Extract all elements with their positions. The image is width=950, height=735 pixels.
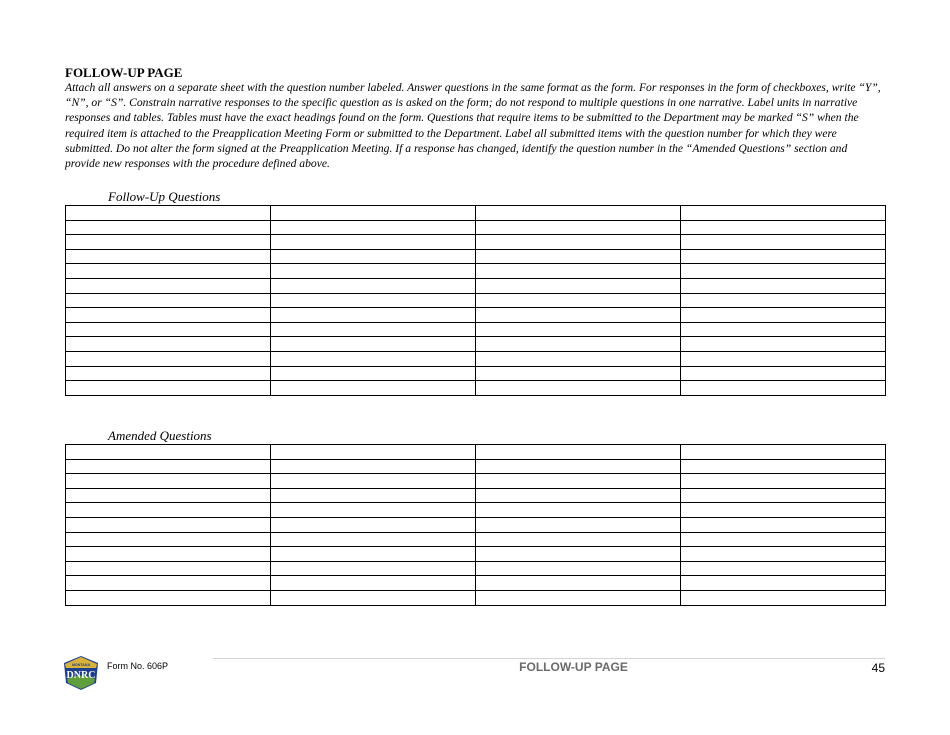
table-cell[interactable] [681,381,886,396]
table-cell[interactable] [271,351,476,366]
table-cell[interactable] [271,445,476,460]
table-row [66,351,886,366]
table-cell[interactable] [66,488,271,503]
table-cell[interactable] [271,220,476,235]
table-cell[interactable] [681,517,886,532]
table-cell[interactable] [66,561,271,576]
table-row [66,488,886,503]
table-row [66,503,886,518]
table-row [66,445,886,460]
table-cell[interactable] [681,459,886,474]
table-cell[interactable] [681,445,886,460]
table-cell[interactable] [476,381,681,396]
table-cell[interactable] [66,474,271,489]
table-cell[interactable] [66,445,271,460]
table-cell[interactable] [681,547,886,562]
table-cell[interactable] [476,220,681,235]
table-cell[interactable] [681,220,886,235]
follow-up-questions-table [65,205,886,396]
table-cell[interactable] [681,249,886,264]
table-row [66,264,886,279]
footer-divider [213,658,885,659]
table-cell[interactable] [271,308,476,323]
table-cell[interactable] [66,337,271,352]
table-cell[interactable] [66,322,271,337]
table-cell[interactable] [271,206,476,221]
footer-title: FOLLOW-UP PAGE [519,660,628,674]
table-cell[interactable] [271,590,476,605]
table-cell[interactable] [476,590,681,605]
table-cell[interactable] [681,474,886,489]
form-number: Form No. 606P [107,661,169,671]
table-cell[interactable] [271,576,476,591]
table-row [66,474,886,489]
table-cell[interactable] [476,517,681,532]
page-heading: FOLLOW-UP PAGE [65,65,183,80]
table-cell[interactable] [476,503,681,518]
table-cell[interactable] [681,308,886,323]
table-cell[interactable] [271,278,476,293]
table-cell[interactable] [681,322,886,337]
table-cell[interactable] [271,517,476,532]
table-cell[interactable] [476,235,681,250]
table-cell[interactable] [476,308,681,323]
table-cell[interactable] [66,206,271,221]
table-cell[interactable] [66,576,271,591]
table-row [66,206,886,221]
logo-text: DNRC [66,670,96,681]
table-cell[interactable] [681,293,886,308]
table-cell[interactable] [66,590,271,605]
amended-questions-table [65,444,886,606]
table-cell[interactable] [66,278,271,293]
table-cell[interactable] [681,366,886,381]
table-cell[interactable] [271,249,476,264]
table-row [66,517,886,532]
table-cell[interactable] [476,532,681,547]
table-cell[interactable] [476,278,681,293]
table-row [66,532,886,547]
table-cell[interactable] [271,561,476,576]
table-cell[interactable] [476,293,681,308]
table-cell[interactable] [476,249,681,264]
table-cell[interactable] [271,547,476,562]
table-cell[interactable] [66,459,271,474]
table-cell[interactable] [66,264,271,279]
follow-up-questions-caption: Follow-Up Questions [108,189,221,204]
table-row [66,293,886,308]
table-cell[interactable] [66,366,271,381]
table-cell[interactable] [66,503,271,518]
table-cell[interactable] [271,366,476,381]
table-cell[interactable] [476,366,681,381]
table-cell[interactable] [66,517,271,532]
table-cell[interactable] [476,351,681,366]
table-cell[interactable] [476,322,681,337]
table-cell[interactable] [476,206,681,221]
table-cell[interactable] [476,337,681,352]
table-cell[interactable] [681,532,886,547]
table-cell[interactable] [271,459,476,474]
table-cell[interactable] [681,278,886,293]
table-cell[interactable] [681,488,886,503]
table-row [66,576,886,591]
amended-questions-caption: Amended Questions [108,428,212,443]
table-row [66,381,886,396]
table-cell[interactable] [66,532,271,547]
table-cell[interactable] [681,206,886,221]
table-cell[interactable] [271,381,476,396]
table-row [66,366,886,381]
table-cell[interactable] [476,576,681,591]
table-cell[interactable] [66,249,271,264]
table-cell[interactable] [271,235,476,250]
table-row [66,278,886,293]
table-cell[interactable] [66,235,271,250]
instructions-paragraph: Attach all answers on a separate sheet with the question number labeled. Answer questions in the same format as the form. For responses in the form of checkboxes, write “Y”, “N”, or “S”. Constrain narrative responses to the specific question as is asked on the form; do not respond to multiple questions in one narrative. Label units in narrative responses and tables. Tables must have the exact headings found on the form. Questions that require items to be submitted to the Department may be marked “S” when the required item is attached to the Preapplication Meeting Form or submitted to the Department. Label all submitted items with the question number for which they were submitted. Do not alter the form signed at the Preapplication Meeting. If a response has changed, identify the question number in the “Amended Questions” section and provide new responses with the procedure defined above. [65,81,881,171]
table-cell[interactable] [681,235,886,250]
table-row [66,308,886,323]
table-cell[interactable] [271,488,476,503]
table-cell[interactable] [271,264,476,279]
table-cell[interactable] [681,503,886,518]
table-cell[interactable] [476,474,681,489]
table-cell[interactable] [271,474,476,489]
table-row [66,459,886,474]
table-cell[interactable] [681,351,886,366]
table-cell[interactable] [271,337,476,352]
table-row [66,235,886,250]
table-cell[interactable] [681,561,886,576]
table-row [66,590,886,605]
table-cell[interactable] [476,561,681,576]
table-cell[interactable] [66,381,271,396]
table-row [66,220,886,235]
page-number: 45 [871,661,885,675]
logo-top-text: MONTANA [71,663,91,667]
table-cell[interactable] [66,547,271,562]
table-cell[interactable] [66,351,271,366]
table-cell[interactable] [66,220,271,235]
table-cell[interactable] [681,337,886,352]
table-cell[interactable] [271,532,476,547]
table-row [66,337,886,352]
table-cell[interactable] [66,308,271,323]
table-cell[interactable] [681,576,886,591]
table-cell[interactable] [271,293,476,308]
table-cell[interactable] [271,322,476,337]
table-cell[interactable] [476,264,681,279]
table-row [66,547,886,562]
table-cell[interactable] [476,445,681,460]
table-cell[interactable] [681,264,886,279]
table-cell[interactable] [681,590,886,605]
table-cell[interactable] [271,503,476,518]
table-cell[interactable] [476,459,681,474]
table-row [66,322,886,337]
table-row [66,561,886,576]
table-row [66,249,886,264]
table-cell[interactable] [476,547,681,562]
table-cell[interactable] [66,293,271,308]
table-cell[interactable] [476,488,681,503]
